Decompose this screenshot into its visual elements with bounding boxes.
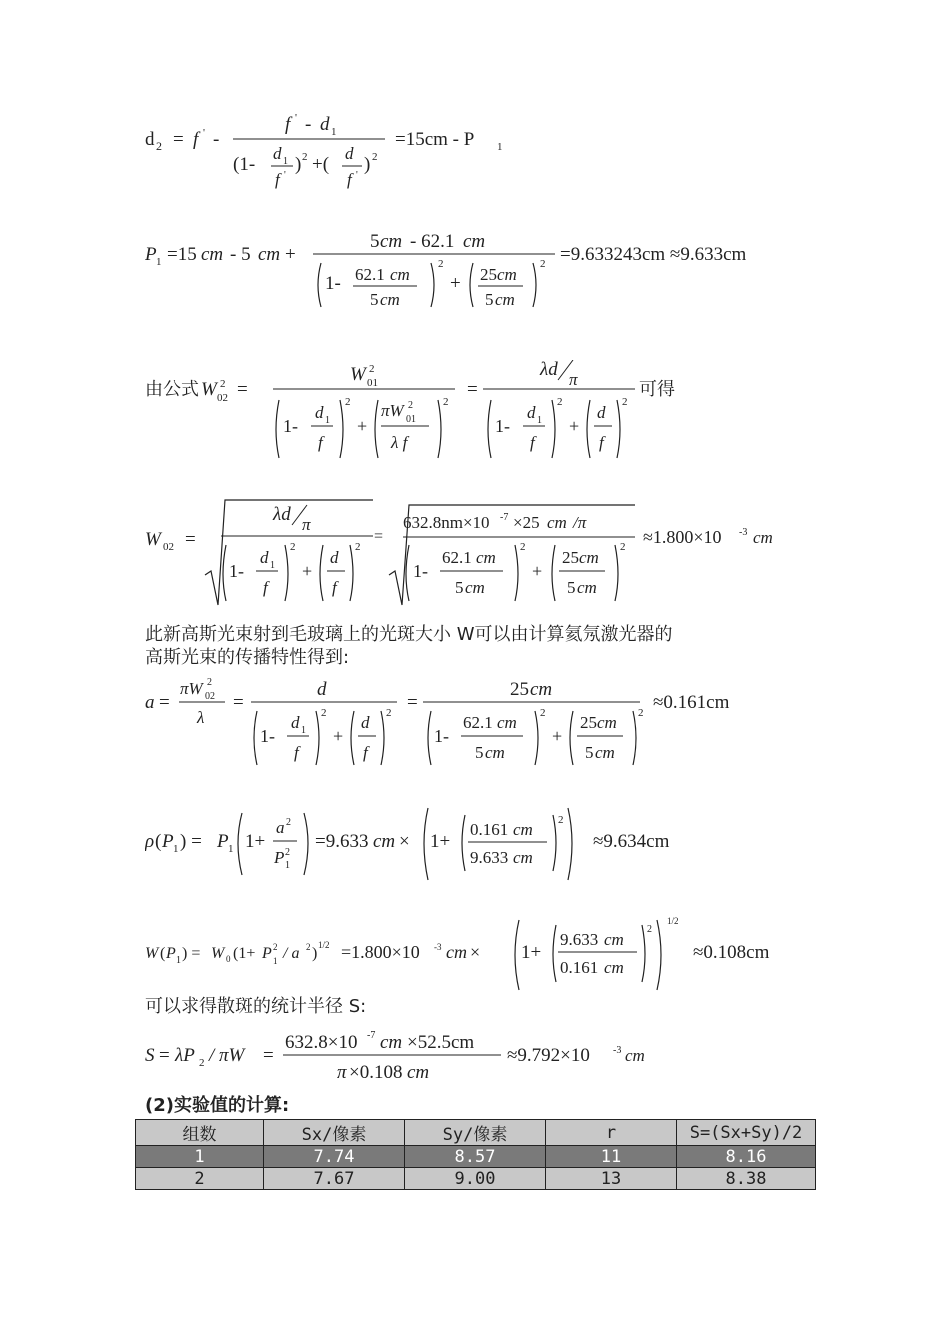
svg-text:2: 2 bbox=[290, 541, 296, 553]
header-s: S=(Sx+Sy)/2 bbox=[677, 1120, 816, 1146]
svg-text:-3: -3 bbox=[739, 527, 748, 538]
equation-w02-squared bbox=[145, 360, 705, 465]
svg-text:- 62.1: - 62.1 bbox=[410, 231, 455, 252]
svg-text:π: π bbox=[337, 1062, 347, 1083]
svg-text:9.633: 9.633 bbox=[470, 848, 509, 867]
paragraph-gaussian-beam bbox=[145, 623, 673, 669]
svg-text:1+: 1+ bbox=[521, 942, 542, 963]
equation-w02 bbox=[145, 495, 805, 610]
svg-text:): ) bbox=[312, 945, 318, 962]
svg-text:×52.5cm: ×52.5cm bbox=[407, 1032, 475, 1053]
svg-text:/ a: / a bbox=[283, 945, 300, 962]
svg-text:cm: cm bbox=[258, 244, 281, 265]
svg-text:5: 5 bbox=[475, 743, 484, 762]
svg-text:d: d bbox=[145, 129, 155, 150]
svg-text:cm: cm bbox=[201, 244, 224, 265]
header-r: r bbox=[546, 1120, 677, 1146]
section-heading: (2)实验值的计算: bbox=[145, 1095, 290, 1116]
svg-text:S: S bbox=[145, 1045, 155, 1066]
svg-text:1/2: 1/2 bbox=[667, 916, 679, 926]
svg-text:πW: πW bbox=[381, 401, 404, 420]
svg-text:f: f bbox=[275, 170, 280, 189]
svg-text:': ' bbox=[284, 170, 286, 181]
svg-text:+: + bbox=[333, 726, 344, 746]
svg-text:W: W bbox=[350, 364, 366, 385]
svg-text:1+: 1+ bbox=[430, 831, 451, 852]
eq1-result: =15cm - P bbox=[395, 129, 475, 150]
svg-text:2: 2 bbox=[443, 396, 449, 408]
svg-text:+: + bbox=[357, 416, 368, 436]
svg-text:2: 2 bbox=[306, 942, 311, 952]
svg-text:- 5: - 5 bbox=[230, 244, 251, 265]
svg-text:f: f bbox=[332, 578, 337, 597]
svg-text:': ' bbox=[295, 112, 297, 124]
svg-text:2: 2 bbox=[557, 396, 563, 408]
svg-text:W: W bbox=[201, 379, 217, 400]
svg-text:1-: 1- bbox=[495, 416, 510, 436]
svg-text:cm: cm bbox=[595, 743, 615, 762]
svg-text:cm: cm bbox=[390, 265, 410, 284]
svg-text:1: 1 bbox=[173, 843, 179, 855]
svg-text:π: π bbox=[569, 370, 578, 389]
svg-text:cm: cm bbox=[513, 820, 533, 839]
eq2-result: =9.633243cm ≈9.633cm bbox=[560, 244, 747, 265]
svg-text:1: 1 bbox=[270, 560, 275, 571]
eq9-result: ≈9.792×10 bbox=[507, 1045, 590, 1066]
svg-text:=15: =15 bbox=[167, 244, 197, 265]
table-cell: 8.16 bbox=[677, 1146, 816, 1168]
svg-text:λd: λd bbox=[273, 504, 291, 525]
svg-text:1-: 1- bbox=[229, 561, 244, 581]
svg-text:f: f bbox=[363, 743, 368, 762]
svg-text:1: 1 bbox=[285, 860, 290, 871]
svg-text:0.161: 0.161 bbox=[560, 958, 599, 977]
svg-text:1+: 1+ bbox=[245, 831, 266, 852]
svg-text:cm: cm bbox=[446, 942, 467, 962]
svg-text:2: 2 bbox=[408, 400, 413, 411]
svg-text:2: 2 bbox=[540, 258, 546, 270]
svg-text:+: + bbox=[569, 416, 580, 436]
svg-text:1: 1 bbox=[156, 256, 162, 268]
svg-text:) =: ) = bbox=[182, 945, 201, 962]
svg-text:cm: cm bbox=[604, 930, 624, 949]
svg-text:λ f: λ f bbox=[391, 433, 408, 452]
svg-text:5: 5 bbox=[455, 578, 464, 597]
svg-text:2: 2 bbox=[286, 817, 291, 828]
svg-text:a: a bbox=[276, 818, 285, 837]
svg-text:632.8nm×10: 632.8nm×10 bbox=[403, 513, 490, 532]
svg-text:W: W bbox=[145, 945, 159, 962]
equation-s bbox=[145, 1028, 705, 1088]
svg-text:cm: cm bbox=[513, 848, 533, 867]
svg-text:ρ: ρ bbox=[145, 831, 155, 852]
svg-text:5: 5 bbox=[567, 578, 576, 597]
svg-text:1: 1 bbox=[301, 725, 306, 736]
svg-text:cm: cm bbox=[380, 290, 400, 309]
svg-text:2: 2 bbox=[622, 396, 628, 408]
svg-text:1: 1 bbox=[331, 126, 337, 138]
svg-text:d: d bbox=[527, 403, 536, 422]
svg-text:9.633: 9.633 bbox=[560, 930, 599, 949]
svg-text:=: = bbox=[173, 129, 184, 150]
svg-text:01: 01 bbox=[406, 414, 416, 425]
svg-text:=: = bbox=[233, 692, 244, 713]
eq5-result: ≈1.800×10 bbox=[643, 527, 722, 547]
svg-text:W: W bbox=[145, 529, 161, 550]
svg-text:5: 5 bbox=[370, 290, 379, 309]
svg-text:-: - bbox=[305, 114, 312, 135]
table-cell: 9.00 bbox=[405, 1168, 546, 1190]
equation-w-p1 bbox=[145, 910, 805, 995]
eq4-suffix: 可得 bbox=[639, 379, 675, 399]
svg-text:2: 2 bbox=[369, 363, 375, 375]
svg-text:-: - bbox=[213, 129, 220, 150]
svg-text:P: P bbox=[162, 831, 174, 852]
paragraph-speckle-radius: 可以求得散斑的统计半径 S: bbox=[145, 996, 367, 1017]
svg-text:5: 5 bbox=[585, 743, 594, 762]
svg-text:d: d bbox=[317, 679, 327, 700]
svg-text:f: f bbox=[530, 433, 535, 452]
svg-text:+(: +( bbox=[312, 154, 330, 175]
eq7-result: ≈9.634cm bbox=[593, 831, 670, 852]
svg-text:1-: 1- bbox=[413, 561, 428, 581]
table-cell: 1 bbox=[136, 1146, 264, 1168]
svg-text:=: = bbox=[374, 528, 384, 545]
paragraph-line: 高斯光束的传播特性得到: bbox=[145, 647, 350, 668]
svg-text:P: P bbox=[217, 831, 229, 852]
svg-text:1-: 1- bbox=[434, 726, 449, 746]
svg-text:/ πW: / πW bbox=[209, 1045, 245, 1066]
svg-text:P: P bbox=[145, 244, 157, 265]
equation-d2 bbox=[145, 105, 565, 200]
svg-text:×25: ×25 bbox=[513, 513, 540, 532]
svg-text:λd: λd bbox=[540, 360, 558, 380]
svg-text:1: 1 bbox=[228, 843, 234, 855]
equation-rho bbox=[145, 805, 705, 885]
table-cell: 13 bbox=[546, 1168, 677, 1190]
svg-text:cm: cm bbox=[380, 231, 403, 252]
svg-text:cm: cm bbox=[577, 578, 597, 597]
svg-text:λ: λ bbox=[197, 708, 205, 727]
svg-text:2: 2 bbox=[558, 814, 564, 826]
svg-text:1: 1 bbox=[273, 956, 278, 966]
svg-text:2: 2 bbox=[302, 151, 308, 163]
table-cell: 7.67 bbox=[264, 1168, 405, 1190]
svg-text:f: f bbox=[294, 743, 299, 762]
svg-text:=9.633: =9.633 bbox=[315, 831, 369, 852]
svg-text:25: 25 bbox=[480, 265, 497, 284]
svg-text:=: = bbox=[237, 379, 248, 400]
svg-text:W: W bbox=[211, 945, 225, 962]
svg-text:2: 2 bbox=[372, 151, 378, 163]
svg-text:+: + bbox=[532, 561, 543, 581]
table-cell: 11 bbox=[546, 1146, 677, 1168]
svg-text:02: 02 bbox=[205, 691, 215, 702]
svg-text:5: 5 bbox=[370, 231, 380, 252]
svg-text:×0.108: ×0.108 bbox=[349, 1062, 403, 1083]
svg-text:1: 1 bbox=[537, 415, 542, 426]
svg-text:+: + bbox=[285, 244, 296, 265]
svg-text:2: 2 bbox=[355, 541, 361, 553]
svg-text:2: 2 bbox=[199, 1057, 205, 1069]
svg-text:a: a bbox=[145, 692, 155, 713]
svg-text:1: 1 bbox=[497, 141, 503, 153]
svg-text:+: + bbox=[552, 726, 563, 746]
svg-text:2: 2 bbox=[207, 677, 212, 688]
svg-text:1-: 1- bbox=[283, 416, 298, 436]
svg-text:=: = bbox=[467, 379, 478, 400]
svg-text:1/2: 1/2 bbox=[318, 940, 330, 950]
svg-text:cm: cm bbox=[476, 548, 496, 567]
svg-text:2: 2 bbox=[220, 378, 226, 390]
svg-text:+: + bbox=[302, 561, 313, 581]
svg-text:2: 2 bbox=[386, 707, 392, 719]
svg-text:25: 25 bbox=[580, 713, 597, 732]
paragraph-line: 此新高斯光束射到毛玻璃上的光斑大小 W可以由计算氦氖激光器的 bbox=[145, 624, 673, 645]
svg-text:) =: ) = bbox=[180, 831, 202, 852]
svg-text:1-: 1- bbox=[260, 726, 275, 746]
table-cell: 8.57 bbox=[405, 1146, 546, 1168]
svg-text:): ) bbox=[295, 154, 302, 175]
svg-text:2: 2 bbox=[285, 847, 290, 858]
svg-text:d: d bbox=[273, 144, 282, 163]
svg-text:π: π bbox=[302, 515, 311, 534]
svg-text:01: 01 bbox=[367, 377, 378, 389]
svg-text:25: 25 bbox=[562, 548, 579, 567]
svg-text:1-: 1- bbox=[325, 273, 341, 294]
svg-text:cm: cm bbox=[485, 743, 505, 762]
svg-text:cm: cm bbox=[604, 958, 624, 977]
svg-text:cm: cm bbox=[497, 265, 517, 284]
svg-text:1: 1 bbox=[325, 415, 330, 426]
svg-text:=: = bbox=[159, 1045, 170, 1066]
svg-text:cm: cm bbox=[407, 1062, 430, 1083]
svg-text:632.8×10: 632.8×10 bbox=[285, 1032, 358, 1053]
svg-text:P: P bbox=[166, 945, 176, 962]
svg-text:f: f bbox=[347, 170, 352, 189]
svg-text:d: d bbox=[330, 548, 339, 567]
table-cell: 2 bbox=[136, 1168, 264, 1190]
results-table bbox=[135, 1119, 816, 1190]
svg-text:d: d bbox=[361, 713, 370, 732]
svg-text:d: d bbox=[345, 144, 354, 163]
svg-text:0: 0 bbox=[226, 954, 231, 964]
eq6-result: ≈0.161cm bbox=[653, 692, 730, 713]
svg-text:62.1: 62.1 bbox=[355, 265, 385, 284]
svg-text:-3: -3 bbox=[434, 942, 442, 952]
svg-text:2: 2 bbox=[438, 258, 444, 270]
svg-text:=: = bbox=[159, 692, 170, 713]
svg-text:d: d bbox=[597, 403, 606, 422]
svg-text:62.1: 62.1 bbox=[442, 548, 472, 567]
svg-text:f: f bbox=[318, 433, 323, 452]
svg-text:cm: cm bbox=[497, 713, 517, 732]
svg-text:2: 2 bbox=[638, 707, 644, 719]
equation-a bbox=[145, 673, 765, 773]
svg-text:d: d bbox=[320, 114, 330, 135]
svg-text:(: ( bbox=[155, 831, 162, 852]
svg-text:cm: cm bbox=[547, 513, 567, 532]
svg-text:f: f bbox=[285, 114, 291, 135]
svg-text:25: 25 bbox=[510, 679, 529, 700]
svg-text:f: f bbox=[193, 129, 199, 150]
svg-text:cm: cm bbox=[625, 1046, 645, 1065]
svg-text:P: P bbox=[274, 848, 285, 867]
table-cell: 7.74 bbox=[264, 1146, 405, 1168]
svg-text:+: + bbox=[450, 273, 461, 294]
svg-text:5: 5 bbox=[485, 290, 494, 309]
svg-text:): ) bbox=[364, 154, 371, 175]
svg-text:-3: -3 bbox=[613, 1045, 622, 1056]
table-row bbox=[136, 1146, 816, 1168]
svg-text:cm: cm bbox=[463, 231, 486, 252]
svg-text:02: 02 bbox=[217, 392, 228, 404]
svg-text:=: = bbox=[185, 529, 196, 550]
svg-text:2: 2 bbox=[321, 707, 327, 719]
svg-text:(1-: (1- bbox=[233, 154, 256, 175]
svg-text:d: d bbox=[315, 403, 324, 422]
svg-text:cm: cm bbox=[579, 548, 599, 567]
svg-text:d: d bbox=[260, 548, 269, 567]
table-row bbox=[136, 1168, 816, 1190]
header-sy: Sy/像素 bbox=[405, 1120, 546, 1146]
svg-text:=1.800×10: =1.800×10 bbox=[341, 942, 420, 962]
header-sx: Sx/像素 bbox=[264, 1120, 405, 1146]
eq4-prefix: 由公式 bbox=[145, 379, 199, 399]
svg-text:=: = bbox=[407, 692, 418, 713]
svg-text:1: 1 bbox=[283, 156, 288, 167]
svg-text:cm: cm bbox=[530, 679, 553, 700]
svg-text:λP: λP bbox=[175, 1045, 195, 1066]
svg-text:2: 2 bbox=[620, 541, 626, 553]
svg-text:-7: -7 bbox=[500, 512, 509, 523]
table-header-row bbox=[136, 1120, 816, 1146]
svg-text:0.161: 0.161 bbox=[470, 820, 509, 839]
svg-text:f: f bbox=[263, 578, 268, 597]
svg-text:cm: cm bbox=[373, 831, 396, 852]
svg-text:62.1: 62.1 bbox=[463, 713, 493, 732]
svg-text:': ' bbox=[356, 170, 358, 181]
svg-text:-7: -7 bbox=[367, 1030, 376, 1041]
svg-text:cm: cm bbox=[753, 528, 773, 547]
svg-text:πW: πW bbox=[180, 679, 203, 698]
svg-text:2: 2 bbox=[647, 924, 652, 935]
svg-text:': ' bbox=[203, 127, 205, 139]
svg-text:/π: /π bbox=[573, 513, 587, 532]
svg-text:2: 2 bbox=[540, 707, 546, 719]
svg-text:2: 2 bbox=[156, 139, 162, 153]
svg-text:cm: cm bbox=[597, 713, 617, 732]
svg-text:=: = bbox=[263, 1045, 274, 1066]
svg-text:f: f bbox=[599, 433, 604, 452]
svg-text:cm: cm bbox=[465, 578, 485, 597]
svg-text:P: P bbox=[262, 945, 272, 962]
svg-text:(1+: (1+ bbox=[233, 945, 256, 962]
svg-text:cm: cm bbox=[380, 1032, 403, 1053]
svg-text:×: × bbox=[470, 942, 481, 962]
svg-text:2: 2 bbox=[520, 541, 526, 553]
svg-text:1: 1 bbox=[176, 955, 181, 966]
svg-text:d: d bbox=[291, 713, 300, 732]
svg-text:02: 02 bbox=[163, 541, 174, 553]
equation-p1 bbox=[145, 225, 805, 320]
svg-text:2: 2 bbox=[345, 396, 351, 408]
svg-text:2: 2 bbox=[273, 942, 278, 952]
svg-text:×: × bbox=[399, 831, 410, 852]
svg-text:(: ( bbox=[160, 945, 166, 962]
header-group: 组数 bbox=[136, 1120, 264, 1146]
table-cell: 8.38 bbox=[677, 1168, 816, 1190]
eq8-result: ≈0.108cm bbox=[693, 942, 770, 963]
svg-text:cm: cm bbox=[495, 290, 515, 309]
